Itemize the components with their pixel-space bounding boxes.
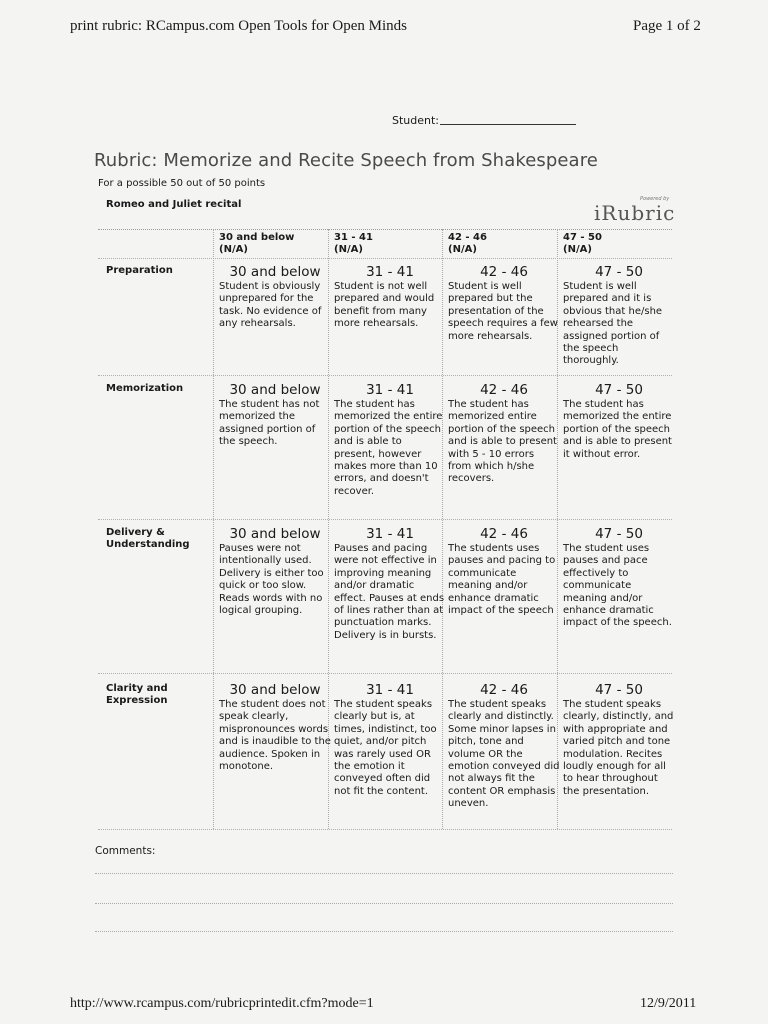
print-footer-date: 12/9/2011 bbox=[640, 996, 697, 1011]
rubric-cell: 47 - 50 The student has memorized the entire portion of the speech and is able to present it without error. bbox=[563, 382, 672, 460]
rubric-cell: 47 - 50 Student is well prepared and it is obvious that he/she rehearsed the assigned portion of the speech thoroughly. bbox=[563, 264, 663, 367]
rubric-cell: 30 and below Pauses were not intentionally used. Delivery is either too quick or too slow. Reads words with no logical grouping. bbox=[219, 526, 324, 617]
rubric-title: Rubric: Memorize and Recite Speech from Shakespeare bbox=[94, 150, 598, 171]
irubric-logo: iRubric bbox=[594, 201, 676, 225]
rubric-cell: 42 - 46 The students uses pauses and pacing to communicate meaning and/or enhance dramatic impact of the speech bbox=[448, 526, 556, 617]
rubric-cell: 31 - 41 The student speaks clearly but is, at times, indistinct, too quiet, and/or pitch was rarely used OR the emotion it conveyed often did not fit the content. bbox=[334, 682, 437, 797]
column-divider bbox=[213, 229, 214, 829]
print-footer-url: http://www.rcampus.com/rubricprintedit.cfm?mode=1 bbox=[70, 996, 374, 1011]
page-number: Page 1 of 2 bbox=[633, 18, 701, 34]
row-label-delivery: Delivery & Understanding bbox=[106, 527, 190, 550]
column-header-1: 30 and below (N/A) bbox=[219, 232, 295, 255]
rubric-cell: 42 - 46 Student is well prepared but the presentation of the speech requires a few more rehearsals. bbox=[448, 264, 558, 342]
rubric-cell: 42 - 46 The student has memorized entire portion of the speech and is able to present with 5 - 10 errors from which h/she recovers. bbox=[448, 382, 557, 485]
rubric-cell: 31 - 41 Pauses and pacing were not effective in improving meaning and/or dramatic effect. Pauses at ends of lines rather than at punctuation marks. Delivery is in bursts. bbox=[334, 526, 445, 641]
row-label-memorization: Memorization bbox=[106, 383, 184, 394]
rubric-cell: 30 and below The student has not memorized the assigned portion of the speech. bbox=[219, 382, 321, 448]
rubric-cell: 30 and below Student is obviously unprepared for the task. No evidence of any rehearsals. bbox=[219, 264, 322, 330]
column-header-4: 47 - 50 (N/A) bbox=[563, 232, 602, 255]
rubric-cell: 47 - 50 The student uses pauses and pace effectively to communicate meaning and/or enhance dramatic impact of the speech. bbox=[563, 526, 672, 629]
student-label: Student: bbox=[392, 114, 440, 127]
column-header-2: 31 - 41 (N/A) bbox=[334, 232, 373, 255]
row-divider bbox=[98, 673, 672, 674]
row-divider bbox=[98, 258, 672, 259]
rubric-cell: 31 - 41 Student is not well prepared and would benefit from many more rehearsals. bbox=[334, 264, 435, 330]
row-divider bbox=[98, 375, 672, 376]
student-name-line bbox=[440, 124, 576, 125]
comment-line bbox=[95, 873, 673, 874]
print-header-title: print rubric: RCampus.com Open Tools for Open Minds bbox=[70, 18, 407, 34]
possible-points: For a possible 50 out of 50 points bbox=[98, 178, 266, 189]
logo-powered-by: Powered by bbox=[640, 196, 670, 202]
row-divider bbox=[98, 519, 672, 520]
comments-label: Comments: bbox=[95, 845, 156, 857]
rubric-cell: 31 - 41 The student has memorized the entire portion of the speech and is able to present, however makes more than 10 errors, and doesn't recover. bbox=[334, 382, 443, 497]
row-label-preparation: Preparation bbox=[106, 265, 173, 276]
recital-title: Romeo and Juliet recital bbox=[106, 199, 242, 210]
comment-line bbox=[95, 903, 673, 904]
rubric-cell: 47 - 50 The student speaks clearly, distinctly, and with appropriate and varied pitch and tone modulation. Recites loudly enough for all to hear throughout the presentation. bbox=[563, 682, 674, 797]
rubric-cell: 42 - 46 The student speaks clearly and distinctly. Some minor lapses in pitch, tone and volume OR the emotion conveyed did not always fit the content OR emphasis uneven. bbox=[448, 682, 560, 810]
comment-line bbox=[95, 931, 673, 932]
rubric-cell: 30 and below The student does not speak clearly, mispronounces words and is inaudible to the audience. Spoken in monotone. bbox=[219, 682, 331, 773]
row-label-clarity: Clarity and Expression bbox=[106, 683, 168, 706]
column-header-3: 42 - 46 (N/A) bbox=[448, 232, 487, 255]
header-divider bbox=[98, 229, 672, 230]
row-divider bbox=[98, 829, 672, 830]
